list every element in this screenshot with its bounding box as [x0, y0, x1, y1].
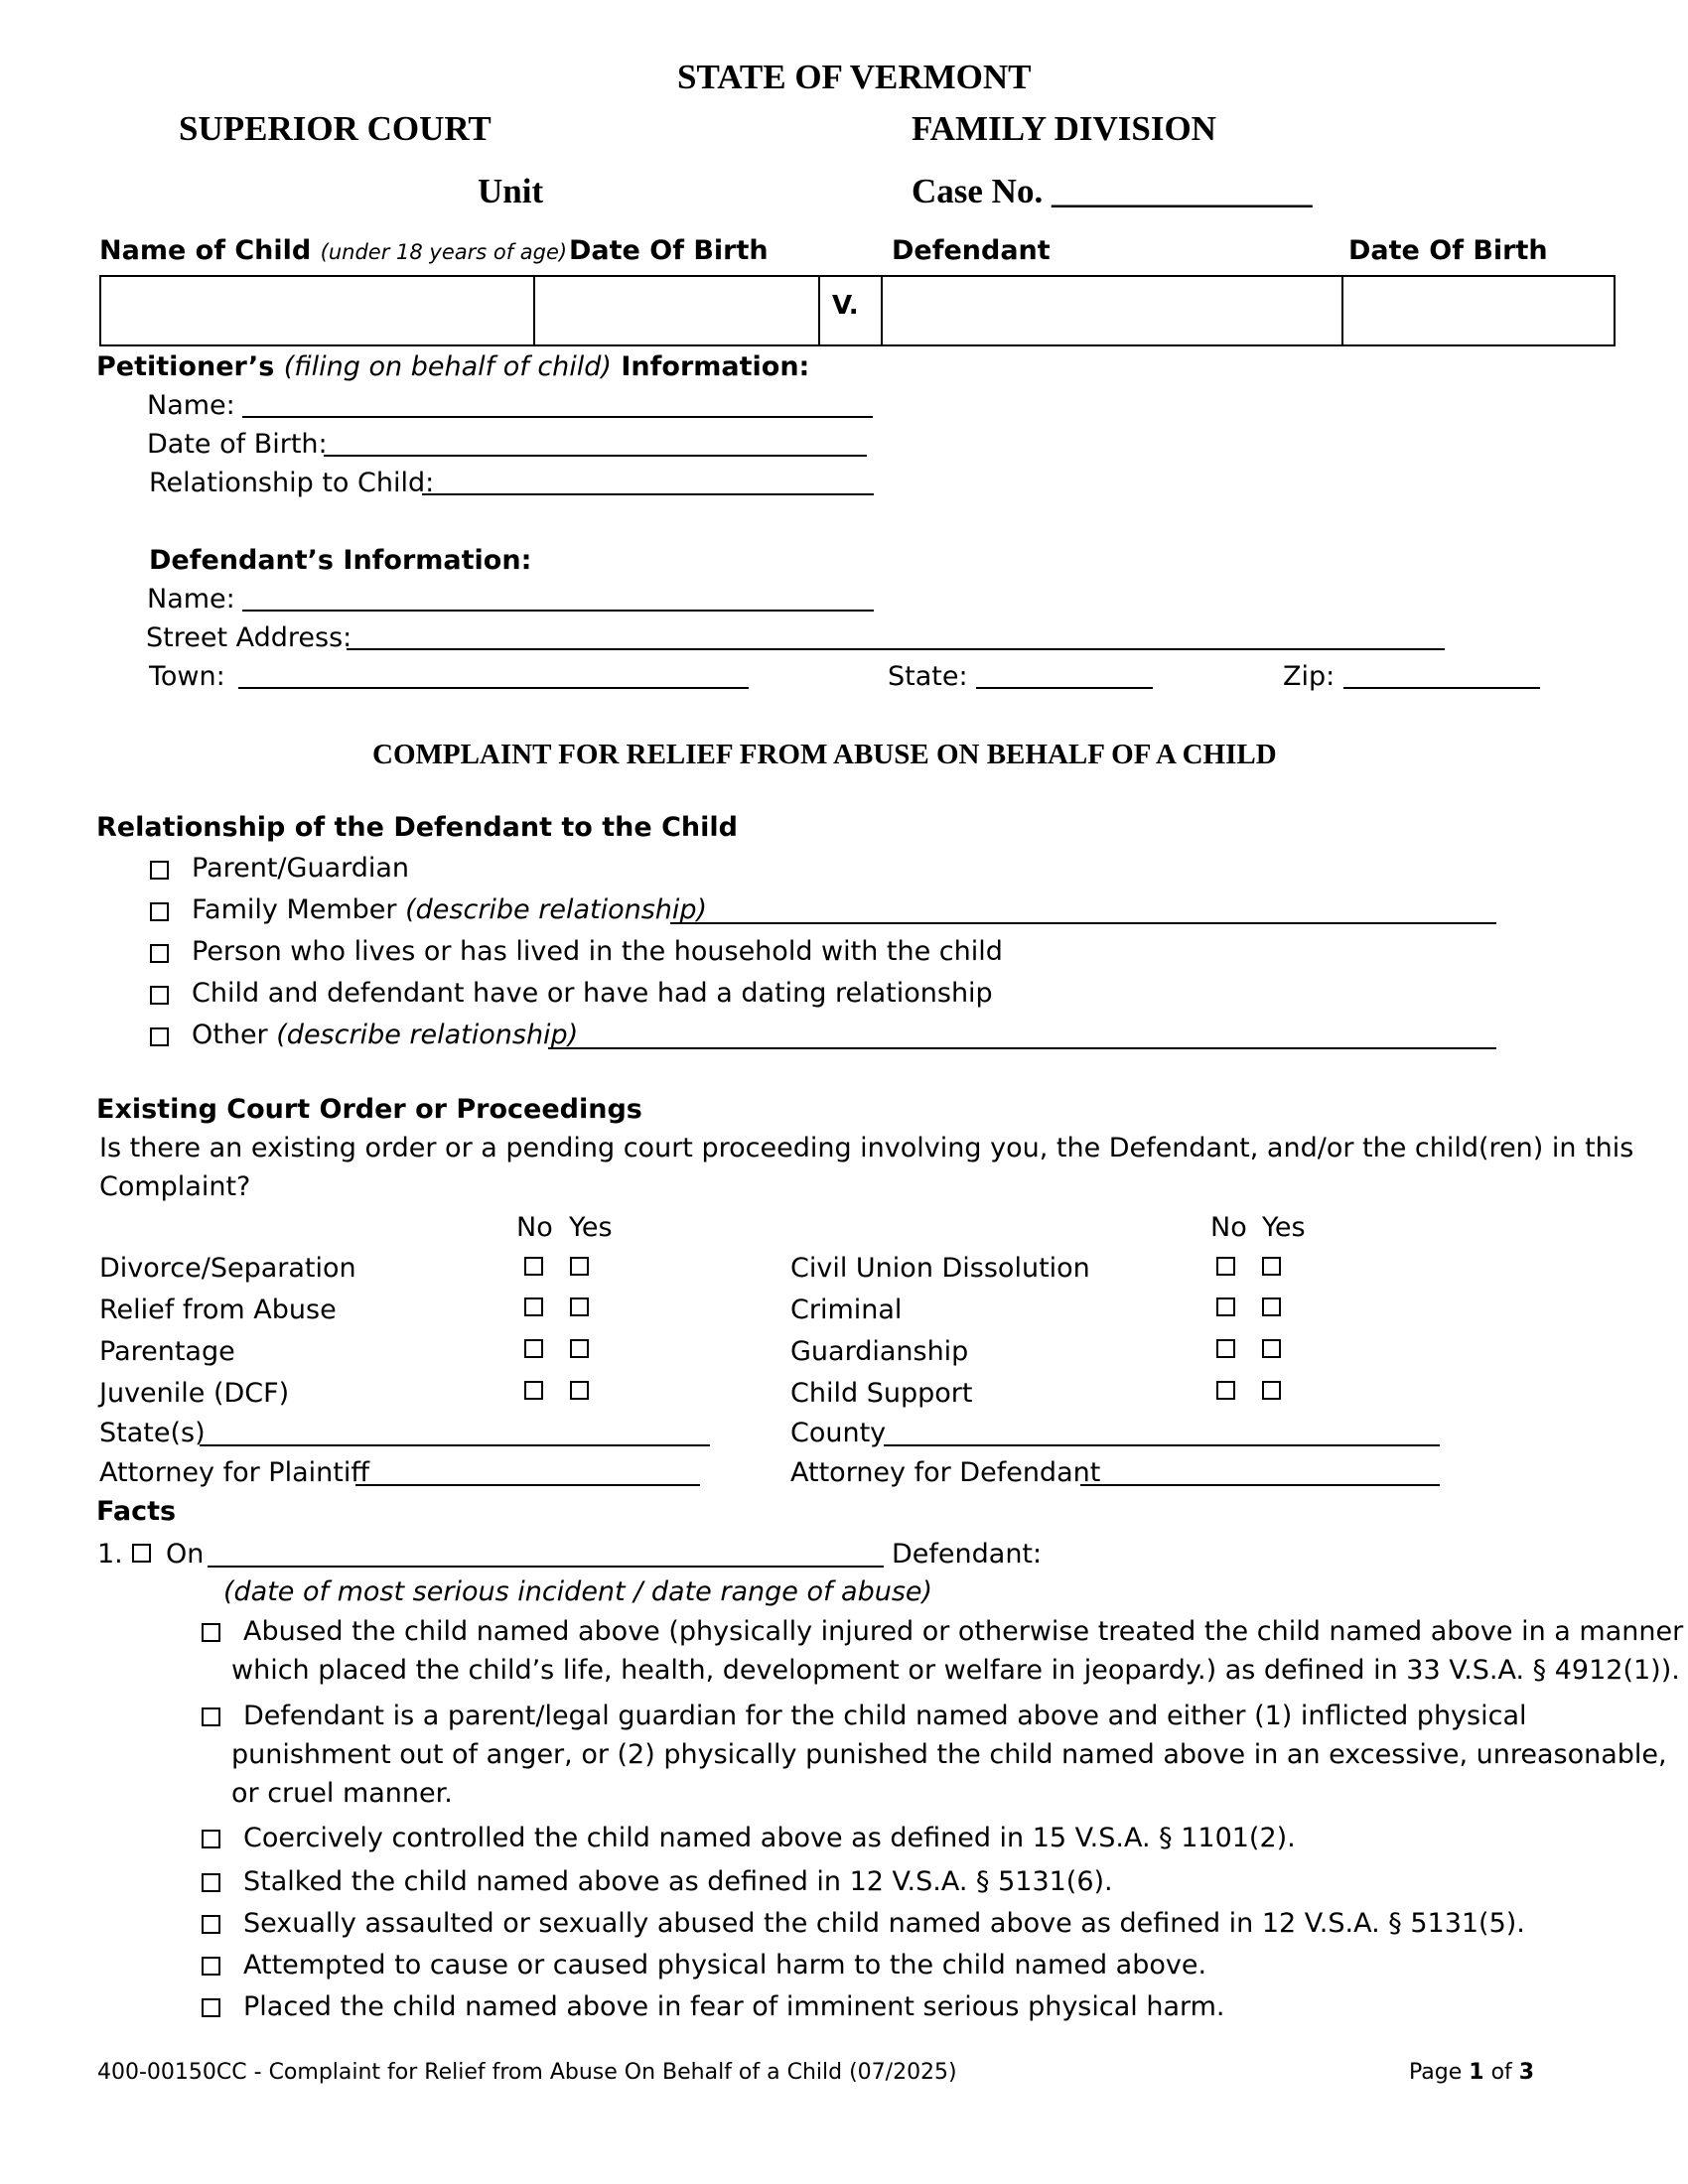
yes-column-label: Yes [569, 1212, 613, 1243]
incident-date-field[interactable] [208, 1566, 884, 1568]
petitioner-dob-field[interactable] [324, 455, 867, 457]
proceeding-criminal-label: Criminal [790, 1295, 903, 1325]
proceeding-guardianship-label: Guardianship [790, 1336, 969, 1367]
defendant-name-field[interactable] [883, 277, 1339, 344]
proceeding-divorce-no-checkbox[interactable] [524, 1257, 543, 1276]
proceeding-rfa-label: Relief from Abuse [99, 1295, 337, 1325]
fact-abused-line1: Abused the child named above (physically injured or otherwise treated the child named above in a manner [243, 1616, 1684, 1647]
child-age-note: (under 18 years of age) [320, 240, 568, 264]
proceeding-guardianship-yes-checkbox[interactable] [1262, 1339, 1281, 1358]
proceeding-juvenile-label: Juvenile (DCF) [99, 1378, 290, 1409]
relationship-household-label: Person who lives or has lived in the household with the child [192, 936, 1003, 967]
proceeding-parentage-no-checkbox[interactable] [524, 1339, 543, 1358]
defendant-name-label: Name: [147, 584, 235, 614]
defendant-dob-header: Date Of Birth [1348, 235, 1548, 266]
page-number: 1 [1469, 2060, 1484, 2085]
complaint-title: COMPLAINT FOR RELIEF FROM ABUSE ON BEHALF OF A CHILD [372, 739, 1277, 770]
fact-physical-harm-checkbox[interactable] [202, 1957, 220, 1976]
petitioner-relationship-label: Relationship to Child: [149, 468, 435, 498]
fact-physical-harm-label: Attempted to cause or caused physical harm to the child named above. [243, 1950, 1207, 1980]
relationship-family-checkbox[interactable] [150, 902, 169, 921]
fact-1-checkbox[interactable] [132, 1544, 151, 1563]
relationship-other-note: (describe relationship) [276, 1020, 579, 1050]
proceeding-juvenile-yes-checkbox[interactable] [570, 1381, 589, 1400]
proceeding-divorce-label: Divorce/Separation [99, 1253, 356, 1284]
states-label: State(s) [99, 1418, 206, 1448]
proceeding-civil-union-yes-checkbox[interactable] [1262, 1257, 1281, 1276]
existing-heading: Existing Court Order or Proceedings [96, 1094, 642, 1125]
petitioner-heading-b: Information: [621, 351, 810, 382]
fact-punishment-line1: Defendant is a parent/legal guardian for the child named above and either (1) inflicted physical [243, 1701, 1527, 1731]
fact-1-on-label: On [166, 1539, 205, 1570]
fact-1-number: 1. [97, 1539, 123, 1570]
proceeding-parentage-label: Parentage [99, 1336, 235, 1367]
state-title: STATE OF VERMONT [677, 58, 1032, 96]
fact-abused-line2: which placed the child’s life, health, development or welfare in jeopardy.) as defined in 33 V.S.A. § 4912(1)). [231, 1655, 1680, 1686]
fact-coercive-checkbox[interactable] [202, 1830, 220, 1848]
relationship-heading: Relationship of the Defendant to the Child [96, 812, 738, 843]
defendant-town-field[interactable] [238, 687, 749, 689]
relationship-family-label [192, 894, 707, 925]
proceeding-child-support-yes-checkbox[interactable] [1262, 1381, 1281, 1400]
child-dob-field[interactable] [535, 277, 816, 344]
relationship-other-checkbox[interactable] [150, 1027, 169, 1046]
petitioner-dob-label: Date of Birth: [147, 429, 328, 460]
defendant-state-label: State: [888, 661, 968, 692]
defendant-dob-field[interactable] [1343, 277, 1614, 344]
proceeding-criminal-yes-checkbox[interactable] [1262, 1297, 1281, 1316]
relationship-other-text: Other [192, 1020, 268, 1050]
defendant-street-label: Street Address: [146, 622, 352, 653]
page-indicator [1409, 2060, 1534, 2085]
attorney-defendant-field[interactable] [1080, 1484, 1440, 1486]
fact-stalked-checkbox[interactable] [202, 1873, 220, 1892]
fact-fear-checkbox[interactable] [202, 1998, 220, 2017]
proceeding-child-support-no-checkbox[interactable] [1216, 1381, 1235, 1400]
existing-question-line2: Complaint? [99, 1171, 251, 1202]
county-field[interactable] [884, 1444, 1440, 1446]
fact-punishment-line2: punishment out of anger, or (2) physically punished the child named above in an excessive, unreasonable, [231, 1739, 1667, 1770]
incident-date-note: (date of most serious incident / date range of abuse) [223, 1576, 933, 1607]
child-name-field[interactable] [101, 277, 531, 344]
petitioner-name-label: Name: [147, 390, 235, 421]
defendant-state-field[interactable] [976, 687, 1153, 689]
petitioner-heading [96, 351, 809, 382]
fact-1-defendant-label: Defendant: [892, 1539, 1043, 1570]
division-name: FAMILY DIVISION [912, 109, 1216, 148]
no-column-label-right: No [1210, 1212, 1247, 1243]
defendant-name-input[interactable] [242, 610, 874, 612]
fact-punishment-checkbox[interactable] [202, 1707, 220, 1726]
petitioner-heading-note: (filing on behalf of child) [283, 351, 612, 382]
fact-punishment-line3: or cruel manner. [231, 1778, 453, 1809]
states-field[interactable] [200, 1444, 710, 1446]
child-name-label: Name of Child [99, 235, 312, 266]
proceeding-child-support-label: Child Support [790, 1378, 973, 1409]
unit-label: Unit [478, 172, 544, 210]
proceeding-criminal-no-checkbox[interactable] [1216, 1297, 1235, 1316]
proceeding-guardianship-no-checkbox[interactable] [1216, 1339, 1235, 1358]
proceeding-civil-union-label: Civil Union Dissolution [790, 1253, 1090, 1284]
relationship-parent-checkbox[interactable] [150, 861, 169, 880]
facts-heading: Facts [96, 1496, 177, 1527]
proceeding-juvenile-no-checkbox[interactable] [524, 1381, 543, 1400]
no-column-label: No [516, 1212, 553, 1243]
proceeding-rfa-yes-checkbox[interactable] [570, 1297, 589, 1316]
existing-question-line1: Is there an existing order or a pending court proceeding involving you, the Defendant, and/or the child(ren) in this [99, 1133, 1634, 1163]
child-name-header [99, 235, 567, 266]
fact-stalked-label: Stalked the child named above as defined in 12 V.S.A. § 5131(6). [243, 1866, 1113, 1897]
attorney-defendant-label: Attorney for Defendant [790, 1457, 1101, 1488]
caption-divider [818, 277, 820, 344]
yes-column-label-right: Yes [1262, 1212, 1306, 1243]
court-name: SUPERIOR COURT [179, 109, 492, 148]
defendant-zip-label: Zip: [1283, 661, 1336, 692]
case-number-label: Case No. _______________ [912, 172, 1313, 210]
county-label: County [790, 1418, 887, 1448]
relationship-dating-label: Child and defendant have or have had a dating relationship [192, 978, 993, 1009]
fact-coercive-label: Coercively controlled the child named above as defined in 15 V.S.A. § 1101(2). [243, 1823, 1296, 1853]
relationship-dating-checkbox[interactable] [150, 986, 169, 1005]
form-id-footer: 400-00150CC - Complaint for Relief from Abuse On Behalf of a Child (07/2025) [97, 2060, 957, 2085]
proceeding-rfa-no-checkbox[interactable] [524, 1297, 543, 1316]
relationship-family-note: (describe relationship) [405, 894, 708, 925]
versus-label: V. [832, 291, 859, 321]
of-word: of [1490, 2060, 1512, 2085]
defendant-zip-field[interactable] [1343, 687, 1540, 689]
proceeding-divorce-yes-checkbox[interactable] [570, 1257, 589, 1276]
proceeding-civil-union-no-checkbox[interactable] [1216, 1257, 1235, 1276]
petitioner-heading-a: Petitioner’s [96, 351, 275, 382]
relationship-family-describe-field[interactable] [670, 922, 1496, 924]
child-dob-header: Date Of Birth [569, 235, 769, 266]
relationship-family-text: Family Member [192, 894, 397, 925]
defendant-street-field[interactable] [347, 648, 1445, 650]
proceeding-parentage-yes-checkbox[interactable] [570, 1339, 589, 1358]
fact-fear-label: Placed the child named above in fear of imminent serious physical harm. [243, 1991, 1225, 2022]
relationship-other-label [192, 1020, 578, 1050]
caption-table [99, 275, 1616, 346]
fact-sexual-assault-checkbox[interactable] [202, 1915, 220, 1934]
petitioner-name-field[interactable] [242, 416, 873, 418]
relationship-parent-label: Parent/Guardian [192, 853, 410, 884]
relationship-other-describe-field[interactable] [548, 1047, 1496, 1049]
relationship-household-checkbox[interactable] [150, 944, 169, 963]
petitioner-relationship-field[interactable] [422, 493, 874, 495]
defendant-info-heading: Defendant’s Information: [149, 545, 532, 576]
attorney-plaintiff-field[interactable] [355, 1484, 700, 1486]
defendant-town-label: Town: [149, 661, 225, 692]
fact-abused-checkbox[interactable] [202, 1623, 220, 1642]
page-word: Page [1409, 2060, 1463, 2085]
page-total: 3 [1518, 2060, 1535, 2085]
fact-sexual-assault-label: Sexually assaulted or sexually abused the child named above as defined in 12 V.S.A. § 5131(5). [243, 1908, 1525, 1939]
defendant-header: Defendant [892, 235, 1051, 266]
attorney-plaintiff-label: Attorney for Plaintiff [99, 1457, 369, 1488]
